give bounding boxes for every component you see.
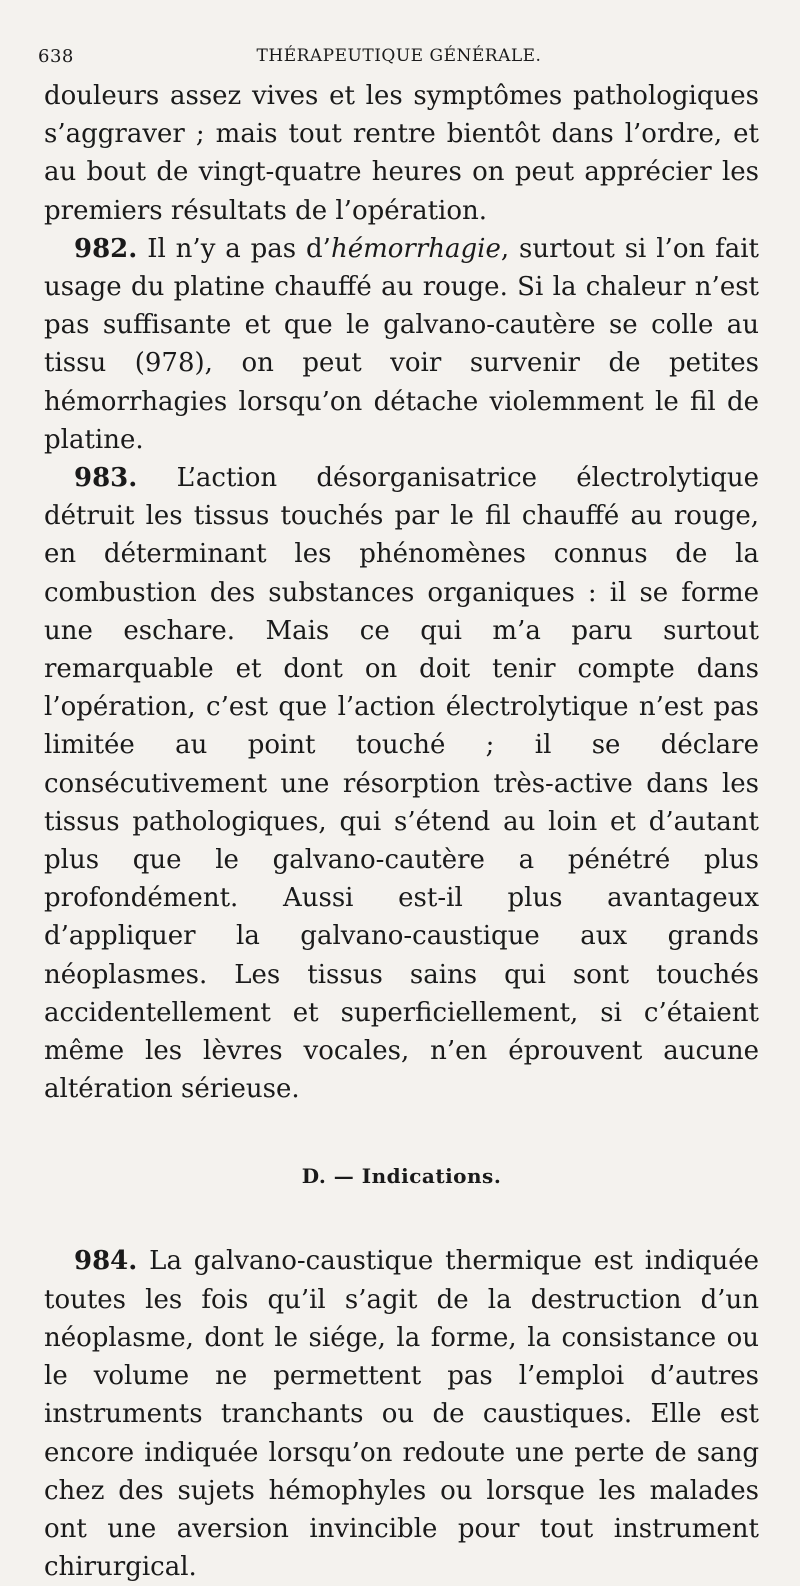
paragraph-984 [44, 1242, 759, 1586]
paragraph-982-lead: Il n’y a pas d’ [137, 233, 331, 264]
paragraph-number-983: 983. [74, 463, 138, 494]
page-body [44, 77, 759, 1586]
page-header [38, 40, 760, 70]
paragraph-number-984: 984. [74, 1246, 138, 1277]
paragraph-982-rest: , surtout si l’on fait usage du platine chauffé au rouge. Si la chaleur n’est pas suffisante et que le galvano-cautère se colle au tissu (978), on peut voir survenir de petites hémorrhagies lorsqu’on détache violemment le fil de platine. [44, 233, 759, 455]
paragraph-982 [44, 230, 759, 459]
page-number: 638 [38, 46, 74, 67]
running-head: THÉRAPEUTIQUE GÉNÉRALE. [256, 46, 542, 66]
paragraph-number-982: 982. [74, 233, 138, 264]
paragraph-983 [44, 459, 759, 1108]
paragraph-continuation: douleurs assez vives et les symptômes pathologiques s’aggraver ; mais tout rentre bientôt dans l’ordre, et au bout de vingt-quatre heures on peut apprécier les premiers résultats de l’opération. [44, 81, 759, 226]
paragraph-983-text: L’action désorganisatrice électrolytique détruit les tissus touchés par le fil chauffé au rouge, en déterminant les phénomènes connus de la combustion des substances organiques : il se forme une eschare. Mais ce qui m’a paru surtout remarquable et dont on doit tenir compte dans l’opération, c’est que l’action électrolytique n’est pas limitée au point touché ; il se déclare consécutivement une résorption très-active dans les tissus pathologiques, qui s’étend au loin et d’autant plus que le galvano-cautère a pénétré plus profondément. Aussi est-il plus avantageux d’appliquer la galvano-caustique aux grands néoplasmes. Les tissus sains qui sont touchés accidentellement et superficiellement, si c’étaient même les lèvres vocales, n’en éprouvent aucune altération sérieuse. [44, 463, 759, 1105]
section-heading: D. — Indications. [301, 1164, 502, 1189]
paragraph-982-italic: hémorrhagie [330, 233, 501, 264]
paragraph-984-text: La galvano-caustique thermique est indiquée toutes les fois qu’il s’agit de la destruction d’un néoplasme, dont le siége, la forme, la consistance ou le volume ne permettent pas l’emploi d’autres instruments tranchants ou de caustiques. Elle est encore indiquée lorsqu’on redoute une perte de sang chez des sujets hémophyles ou lorsque les malades ont une aversion invincible pour tout instrument chirurgical. [44, 1246, 759, 1583]
